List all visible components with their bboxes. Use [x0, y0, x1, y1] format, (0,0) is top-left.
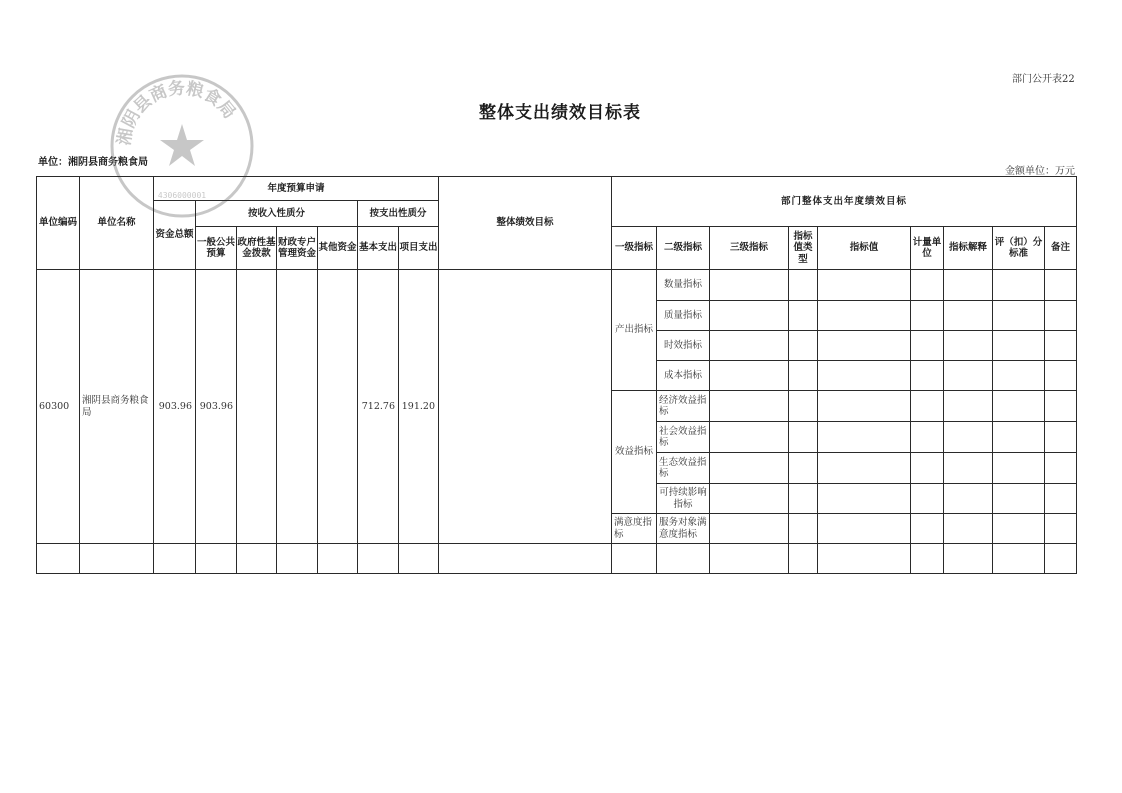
- col-special-account-header: 财政专户管理资金: [277, 227, 318, 270]
- seal-star-icon: [160, 124, 204, 166]
- indicator-satisfaction: 满意度指标: [612, 514, 657, 544]
- col-project-expense-header: 项目支出: [399, 227, 439, 270]
- col-total-funds-header: 资金总额: [154, 201, 196, 270]
- cell-unit-code: 60300: [37, 270, 80, 544]
- col-general-budget-header: 一般公共预算: [196, 227, 237, 270]
- amount-unit-label: 金额单位：万元: [1005, 166, 1075, 177]
- indicator-benefit: 效益指标: [612, 391, 657, 514]
- col-measure-unit-header: 计量单位: [911, 227, 944, 270]
- col-by-income-header: 按收入性质分: [196, 201, 358, 227]
- indicator-output: 产出指标: [612, 270, 657, 391]
- indicator-output-item: 成本指标: [657, 361, 710, 391]
- col-target-value-header: 指标值: [818, 227, 911, 270]
- unit-label: 单位：湘阴县商务粮食局: [38, 157, 148, 168]
- indicator-benefit-item: 社会效益指标: [657, 422, 710, 453]
- col-remarks-header: 备注: [1045, 227, 1077, 270]
- col-level2-header: 二级指标: [657, 227, 710, 270]
- cell-project-expense: 191.20: [399, 270, 439, 544]
- col-scoring-header: 评（扣）分标准: [993, 227, 1045, 270]
- col-by-expense-header: 按支出性质分: [358, 201, 439, 227]
- indicator-benefit-item: 可持续影响指标: [657, 484, 710, 514]
- indicator-output-item: 时效指标: [657, 331, 710, 361]
- col-overall-goal-header: 整体绩效目标: [439, 177, 612, 270]
- cell-unit-name: 湘阴县商务粮食局: [80, 270, 154, 544]
- col-annual-budget-header: 年度预算申请: [154, 177, 439, 201]
- cell-other-funds: [318, 270, 358, 544]
- cell-gov-fund: [237, 270, 277, 544]
- col-explanation-header: 指标解释: [944, 227, 993, 270]
- col-level1-header: 一级指标: [612, 227, 657, 270]
- cell-general-budget: 903.96: [196, 270, 237, 544]
- seal-text: 湘阴县商务粮食局: [114, 78, 240, 147]
- cell-special-account: [277, 270, 318, 544]
- svg-text:湘阴县商务粮食局: [114, 77, 240, 146]
- performance-target-table: [36, 176, 1077, 574]
- indicator-benefit-item: 生态效益指标: [657, 453, 710, 484]
- page-tag: 部门公开表22: [1012, 74, 1075, 85]
- indicator-output-item: 质量指标: [657, 301, 710, 331]
- cell-overall-goal: [439, 270, 612, 544]
- col-unit-name-header: 单位名称: [80, 177, 154, 270]
- indicator-satisfaction-item: 服务对象满意度指标: [657, 514, 710, 544]
- cell-basic-expense: 712.76: [358, 270, 399, 544]
- col-gov-fund-header: 政府性基金拨款: [237, 227, 277, 270]
- indicator-output-item: 数量指标: [657, 270, 710, 301]
- dept-goals-title: 部门整体支出年度绩效目标: [612, 177, 1077, 227]
- cell-total-funds: 903.96: [154, 270, 196, 544]
- page-title: 整体支出绩效目标表: [479, 103, 641, 123]
- col-level3-header: 三级指标: [710, 227, 789, 270]
- table-row-empty: [37, 544, 1077, 574]
- col-other-funds-header: 其他资金: [318, 227, 358, 270]
- col-basic-expense-header: 基本支出: [358, 227, 399, 270]
- seal-code: 4306000001: [157, 191, 207, 200]
- col-unit-code-header: 单位编码: [37, 177, 80, 270]
- indicator-benefit-item: 经济效益指标: [657, 391, 710, 422]
- col-value-type-header: 指标值类型: [789, 227, 818, 270]
